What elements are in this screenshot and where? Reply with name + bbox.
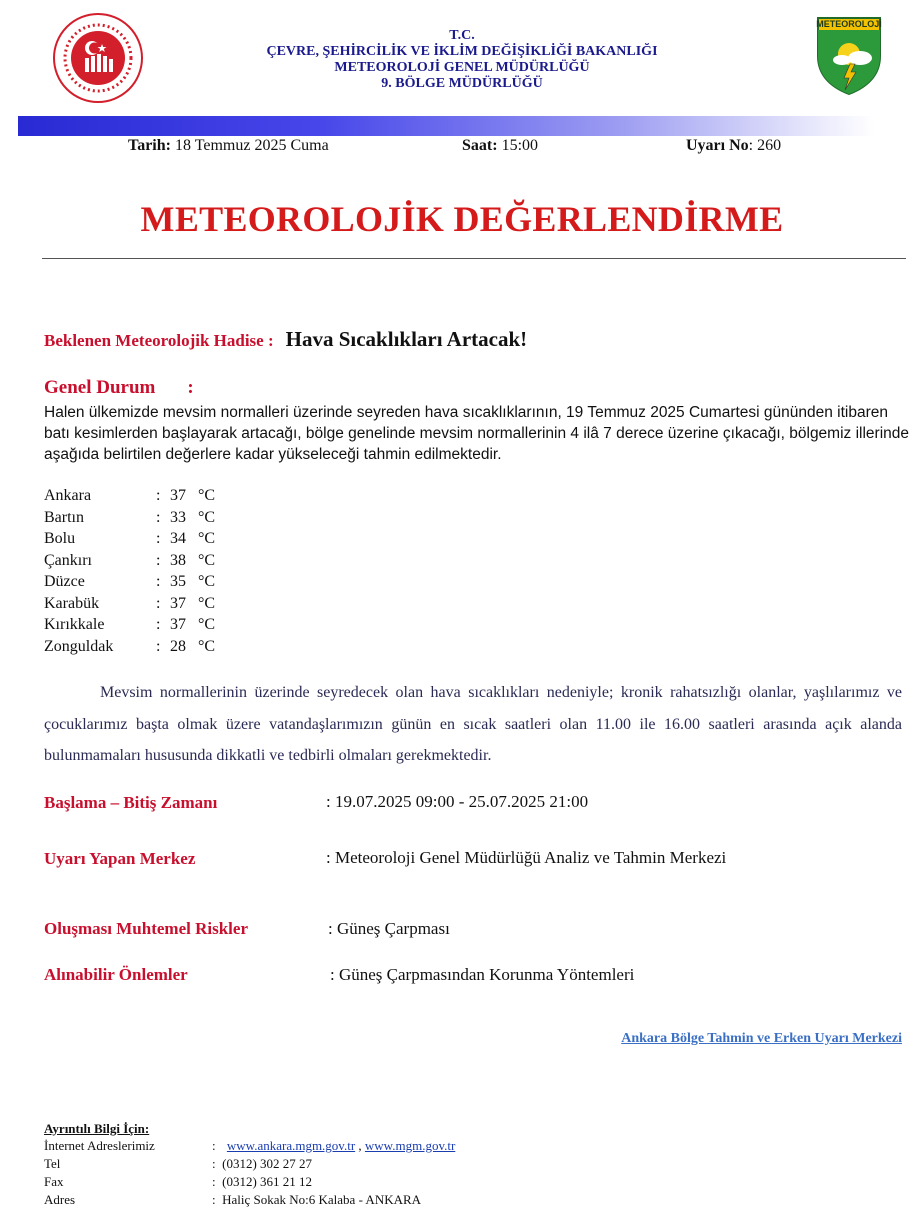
- logo-text: METEOROLOJİ: [816, 19, 882, 29]
- city-colon: :: [156, 616, 161, 633]
- city-name: Karabük: [44, 594, 100, 612]
- time-label: Saat:: [462, 137, 498, 154]
- city-name: Bolu: [44, 530, 76, 547]
- footer-heading: Ayrıntılı Bilgi İçin:: [44, 1121, 150, 1136]
- city-unit: °C: [198, 487, 216, 504]
- footer-label-internet: İnternet Adreslerimiz: [44, 1138, 155, 1153]
- advice-text: Mevsim normallerinin üzerinde seyredecek olan hava sıcaklıkları nedeniyle; kronik rahatsızlığı olanlar, yaşlılarımız ve çocuklarımız başta olmak üzere vatandaşlarımızın günün en sıcak saatleri olan 11.00 ile 16.00 saatleri arasında açık alanda bulunmamaları hususunda dikkatli ve tedbirli olmaları gerekmektedir.: [44, 684, 902, 764]
- general-heading: [44, 377, 194, 399]
- city-unit: °C: [198, 594, 216, 612]
- expected-event-label: Beklenen Meteorolojik Hadise :: [44, 331, 274, 350]
- city-unit: °C: [198, 551, 216, 569]
- list-item: [44, 509, 344, 530]
- city-name: Çankırı: [44, 551, 92, 569]
- city-temp: 38: [170, 551, 186, 569]
- city-colon: :: [156, 594, 161, 612]
- start-end-value: : 19.07.2025 09:00 - 25.07.2025 21:00: [326, 792, 589, 811]
- city-name: Zonguldak: [44, 637, 114, 655]
- header-tc: T.C.: [449, 28, 475, 43]
- list-item: [44, 595, 344, 616]
- expected-event: [44, 327, 527, 352]
- city-temp: 37: [170, 594, 186, 612]
- list-item: [44, 487, 344, 508]
- city-name: Bartın: [44, 508, 84, 526]
- footer-colon: :: [212, 1138, 216, 1153]
- city-temp: 33: [170, 508, 186, 526]
- list-item: [44, 530, 344, 551]
- warning-value: : 260: [748, 137, 782, 154]
- header-ministry: ÇEVRE, ŞEHİRCİLİK VE İKLİM DEĞİŞİKLİĞİ BAKANLIĞI: [266, 44, 658, 59]
- city-colon: :: [156, 551, 161, 569]
- website-link-ankara[interactable]: www.ankara.mgm.gov.tr: [226, 1138, 356, 1153]
- link-separator: ,: [358, 1138, 362, 1153]
- footer-label-tel: Tel: [44, 1156, 61, 1171]
- time-value: 15:00: [501, 137, 539, 154]
- city-temp: 28: [170, 637, 186, 655]
- general-colon: :: [187, 377, 194, 398]
- footer-label-fax: Fax: [44, 1174, 64, 1189]
- expected-event-value: Hava Sıcaklıkları Artacak!: [285, 327, 528, 351]
- city-temp: 35: [170, 573, 186, 590]
- footer-label-address: Adres: [44, 1192, 76, 1207]
- warning-number-field: [686, 137, 781, 155]
- footer-value-tel: : (0312) 302 27 27: [212, 1156, 313, 1171]
- footer-value-fax: : (0312) 361 21 12: [212, 1174, 313, 1189]
- header-directorate: METEOROLOJİ GENEL MÜDÜRLÜĞÜ: [334, 60, 590, 75]
- city-colon: :: [156, 508, 161, 526]
- start-end-label: Başlama – Bitiş Zamanı: [44, 793, 218, 812]
- date-value: 18 Temmuz 2025 Cuma: [174, 137, 329, 154]
- city-temp: 37: [170, 487, 186, 504]
- issuing-center-label: Uyarı Yapan Merkez: [44, 849, 196, 868]
- date-field: [128, 137, 329, 155]
- issuing-center-value: : Meteoroloji Genel Müdürlüğü Analiz ve Tahmin Merkezi: [326, 848, 727, 867]
- date-label: Tarih:: [128, 137, 171, 154]
- list-item: [44, 638, 344, 659]
- measures-label: Alınabilir Önlemler: [44, 965, 188, 984]
- risks-label: Oluşması Muhtemel Riskler: [44, 919, 248, 938]
- list-item: [44, 552, 344, 573]
- page-title: METEOROLOJİK DEĞERLENDİRME: [140, 199, 784, 239]
- city-unit: °C: [198, 508, 216, 526]
- city-colon: :: [156, 573, 161, 590]
- city-unit: °C: [198, 616, 216, 633]
- list-item: [44, 616, 344, 637]
- city-unit: °C: [198, 573, 216, 590]
- header-gradient-bar: [18, 116, 874, 136]
- warning-label: Uyarı No: [686, 137, 749, 154]
- website-link-mgm[interactable]: www.mgm.gov.tr: [364, 1138, 456, 1153]
- title-divider: [42, 258, 906, 259]
- risks-value: : Güneş Çarpması: [328, 919, 450, 938]
- general-text: Halen ülkemizde mevsim normalleri üzerinde seyreden hava sıcaklıklarının, 19 Temmuz 2025 Cumartesi gününden itibaren batı kesimlerden başlayarak artacağı, bölge genelinde mevsim normallerinin 4 ilâ 7 derece üzerine çıkacağı, bölgemiz illerinde aşağıda belirtilen değerlere kadar yükseleceği tahmin edilmektedir.: [44, 404, 910, 463]
- time-field: [462, 137, 538, 155]
- city-temp: 37: [170, 616, 186, 633]
- city-name: Ankara: [44, 487, 92, 504]
- center-link[interactable]: Ankara Bölge Tahmin ve Erken Uyarı Merkezi: [621, 1031, 902, 1046]
- header-region: 9. BÖLGE MÜDÜRLÜĞÜ: [381, 76, 543, 91]
- city-unit: °C: [198, 530, 216, 547]
- city-colon: :: [156, 487, 161, 504]
- city-colon: :: [156, 637, 161, 655]
- city-temp: 34: [170, 530, 186, 547]
- footer-value-address: : Haliç Sokak No:6 Kalaba - ANKARA: [212, 1192, 422, 1207]
- city-name: Kırıkkale: [44, 616, 105, 633]
- footer-value-internet: [212, 1138, 455, 1154]
- list-item: [44, 573, 344, 594]
- measures-value: : Güneş Çarpmasından Korunma Yöntemleri: [330, 965, 635, 984]
- city-name: Düzce: [44, 573, 85, 590]
- city-colon: :: [156, 530, 161, 547]
- city-unit: °C: [198, 637, 216, 655]
- general-label: Genel Durum: [44, 377, 156, 398]
